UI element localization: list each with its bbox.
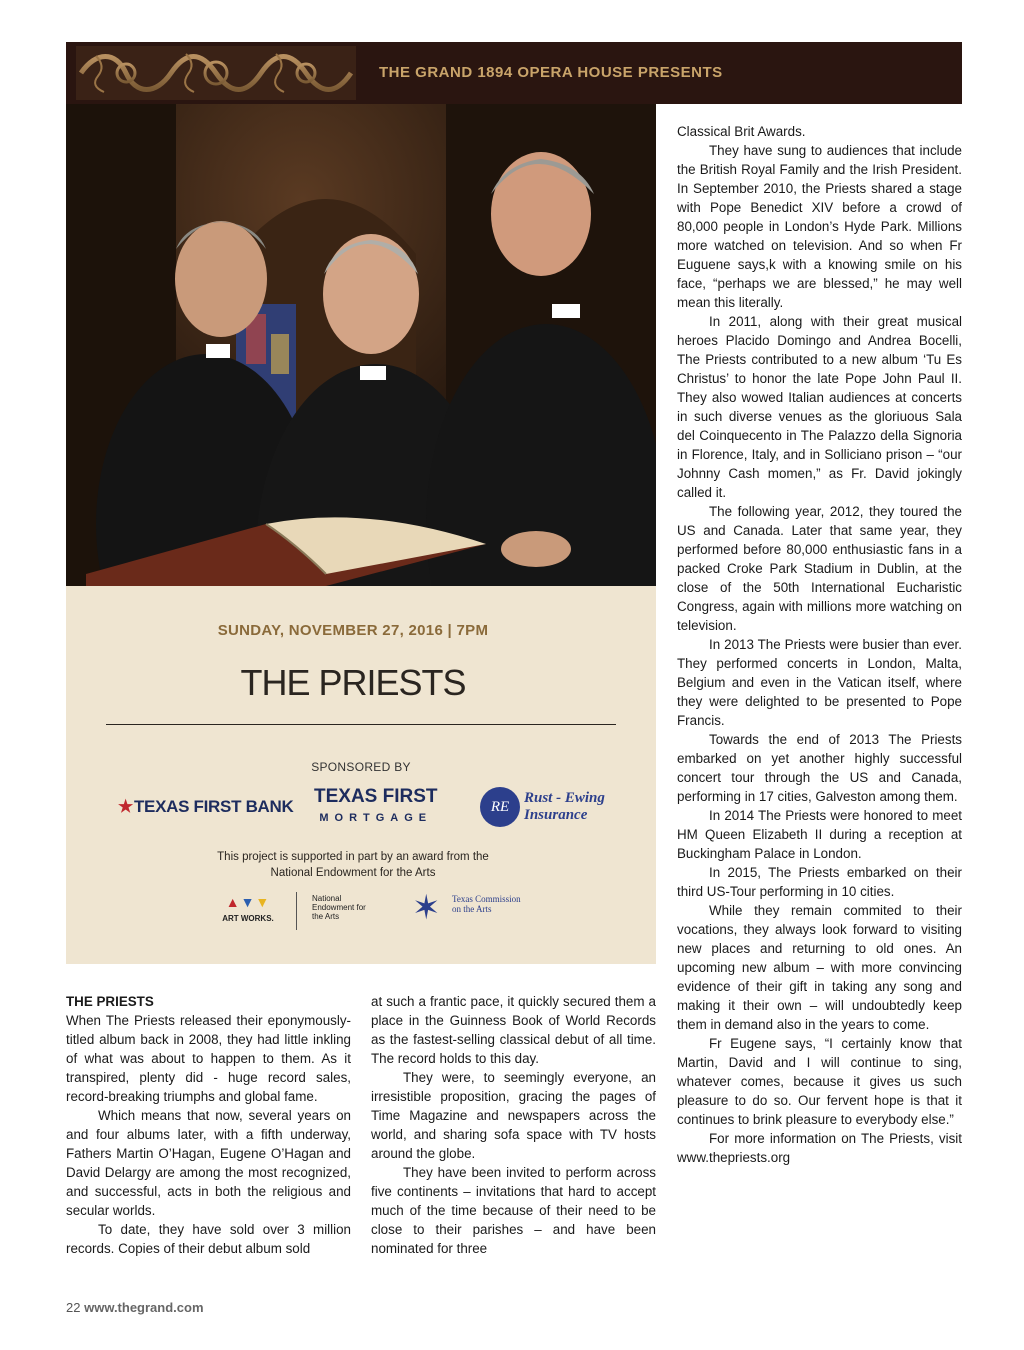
article-paragraph: They have sung to audiences that include the British Royal Family and the Irish President. In September 2010, the Priests shared a stage with Pope Benedict XIV before a crowd of 80,000 people in London’s Hyde Park. Millions more watched on television. And so when Fr Euguene says,k with a knowing smile on his face, “perhaps we are blessed,” he may well mean this literally. bbox=[677, 143, 962, 310]
ornament-scroll-icon bbox=[76, 46, 356, 100]
art-works-triangles-icon: ▲▼▼ bbox=[225, 894, 271, 910]
article-paragraph: Towards the end of 2013 The Priests embarked on yet another highly successful concert tour through the US and Canada, performing in 17 cities, Galveston among them. bbox=[677, 732, 962, 804]
texas-first-bank-logo bbox=[118, 797, 294, 817]
article-paragraph: To date, they have sold over 3 million records. Copies of their debut album sold bbox=[66, 1222, 351, 1256]
article-paragraph: The following year, 2012, they toured the US and Canada. Later that same year, they performed before 80,000 enthusiastic fans in a packed Croke Park Stadium in Dublin, at the close of the 50th International Eucharistic Congress, again with millions more watching on television. bbox=[677, 504, 962, 633]
nea-logo-text: National Endowment for the Arts bbox=[312, 894, 366, 921]
rust-ewing-monogram: RE bbox=[480, 787, 520, 827]
article-paragraph: Which means that now, several years on and four albums later, with a fifth underway, Fathers Martin O’Hagan, Eugene O’Hagan and David Delargy are among the most recognized, and successful, acts in both the religious and secular worlds. bbox=[66, 1108, 351, 1218]
texas-star-icon: ★ bbox=[118, 797, 133, 816]
art-works-text: ART WORKS. bbox=[222, 914, 274, 923]
article-paragraph: In 2013 The Priests were busier than ever. They performed concerts in London, Malta, Belgium and even in the Vatican itself, where they were delighted to be presented to Pope Francis. bbox=[677, 637, 962, 728]
nea-note-line1: This project is supported in part by an award from the bbox=[217, 851, 489, 863]
nea-logo-divider bbox=[296, 892, 297, 930]
show-title: THE PRIESTS bbox=[240, 662, 466, 703]
nea-note-line2: National Endowment for the Arts bbox=[270, 867, 436, 879]
header-title: THE GRAND 1894 OPERA HOUSE PRESENTS bbox=[379, 64, 723, 81]
texas-first-mortgage-bottom: MORTGAGE bbox=[319, 812, 433, 824]
priests-photo bbox=[66, 104, 656, 586]
texas-commission-logo-text: Texas Commission on the Arts bbox=[452, 894, 521, 914]
title-divider bbox=[106, 724, 616, 725]
header-band bbox=[66, 42, 962, 104]
nea-support-note bbox=[58, 849, 648, 881]
priests-photo-illustration bbox=[66, 104, 656, 586]
article-paragraph: While they remain commited to their vocations, they always look forward to visiting new places and returning to old ones. An upcoming new album – with more convincing evidence of their gift in taking any song and making it their own – will undoubtedly keep them in demand also in the years to come. bbox=[677, 903, 962, 1032]
article-paragraph: They have been invited to perform across five continents – invitations that hard to accept much of the time because of their need to be close to their parishes – and have been nominated for three bbox=[371, 1165, 656, 1256]
article-column-left bbox=[66, 992, 351, 1258]
rust-ewing-insurance-logo bbox=[480, 787, 605, 827]
sponsored-by-label: SPONSORED BY bbox=[311, 760, 411, 774]
texas-first-mortgage-top: TEXAS FIRST bbox=[314, 786, 438, 807]
article-paragraph: In 2015, The Priests embarked on their third US-Tour performing in 10 cities. bbox=[677, 865, 962, 899]
rust-ewing-line2: Insurance bbox=[524, 807, 588, 823]
rust-ewing-line1: Rust - Ewing bbox=[524, 790, 605, 806]
page-footer bbox=[66, 1300, 204, 1315]
article-paragraph: at such a frantic pace, it quickly secured them a place in the Guinness Book of World Records as the fastest-selling classical debut of all time. The record holds to this day. bbox=[371, 994, 656, 1066]
art-works-logo bbox=[218, 894, 278, 923]
event-date: SUNDAY, NOVEMBER 27, 2016 | 7PM bbox=[217, 622, 489, 639]
page-number: 22 bbox=[66, 1300, 81, 1315]
texas-first-mortgage-logo bbox=[314, 786, 438, 824]
article-paragraph: They were, to seemingly everyone, an irresistible proposition, gracing the pages of Time Magazine and newspapers across the world, and sharing sofa space with TV hosts around the globe. bbox=[371, 1070, 656, 1161]
article-paragraph: For more information on The Priests, visit www.thepriests.org bbox=[677, 1131, 962, 1165]
article-paragraph: Fr Eugene says, “I certainly know that Martin, David and I will continue to sing, whatever comes, because it gives us such pleasure to do so. Our fervent hope is that it continues to brink pleasure to everybody else.” bbox=[677, 1036, 962, 1127]
article-paragraph: In 2011, along with their great musical heroes Placido Domingo and Andrea Bocelli, The Priests contributed to a new album ‘Tu Es Christus’ to honor the late Pope John Paul II. They also wowed Italian audiences at concerts in such diverse venues as the gloriuous Sala del Coinquecento in The Palazzo della Signoria in Florence, Italy, and in Solliciano prison – “our Johnny Cash momen,” as Fr. David jokingly called it. bbox=[677, 314, 962, 500]
texas-commission-star-icon: ✶ bbox=[412, 889, 441, 927]
site-url: www.thegrand.com bbox=[84, 1300, 204, 1315]
texas-first-bank-text: TEXAS FIRST BANK bbox=[133, 797, 294, 816]
article-paragraph: When The Priests released their eponymously-titled album back in 2008, they had little inkling of what was about to happen to them. As it transpired, plenty did - huge record sales, record-breaking triumphs and global fame. bbox=[66, 1013, 351, 1104]
article-column-middle bbox=[371, 992, 656, 1258]
article-heading: THE PRIESTS bbox=[66, 994, 154, 1009]
event-poster bbox=[66, 586, 656, 964]
article-column-right bbox=[677, 122, 962, 1167]
article-paragraph: Classical Brit Awards. bbox=[677, 124, 806, 139]
article-paragraph: In 2014 The Priests were honored to meet HM Queen Elizabeth II during a reception at Buckingham Palace in London. bbox=[677, 808, 962, 861]
